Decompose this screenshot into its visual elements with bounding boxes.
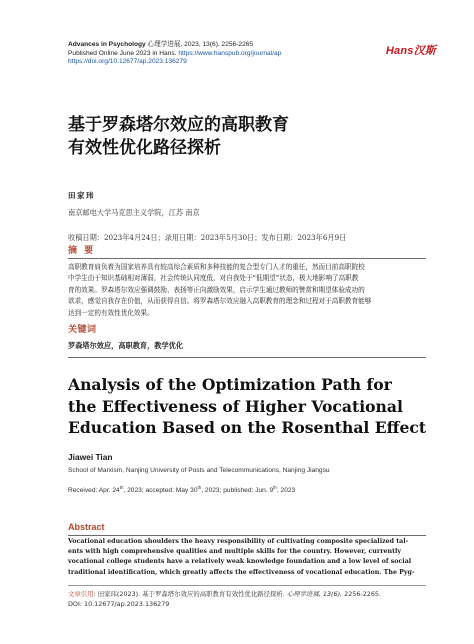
cite-text: 田家玮(2023). 基于罗森塔尔效应的高职教育有效性优化路径探析. [95, 590, 287, 598]
journal-line [68, 41, 281, 50]
ordinal-sup: th [197, 484, 202, 490]
cn-keywords: 罗森塔尔效应，高职教育，教学优化 [68, 341, 184, 350]
en-abstract-body [68, 537, 432, 578]
footer-rule [68, 585, 426, 586]
hans-logo: Hans汉斯 [385, 45, 436, 57]
cn-title-line1: 基于罗森塔尔效应的高职教育 [68, 115, 289, 135]
cn-abstract-line: 达到一定的有效性优化效果。 [68, 308, 154, 317]
cn-keywords-rule [68, 357, 426, 358]
cn-dates: 收稿日期：2023年4月24日；录用日期：2023年5月30日；发布日期：2023年6月9日 [68, 233, 347, 242]
doi-link[interactable]: https://doi.org/10.12677/ap.2023.136279 [68, 58, 187, 66]
cn-affiliation: 南京邮电大学马克思主义学院，江苏 南京 [68, 208, 200, 217]
journal-header [68, 41, 281, 67]
en-title-line: the Effectiveness of Higher Vocational [68, 396, 403, 416]
journal-url-link[interactable]: https://www.hanspub.org/journal/ap [178, 49, 282, 57]
received-date: Received: Apr. 24 [68, 487, 120, 494]
published-line [68, 50, 281, 59]
en-abstract-line: Vocational education shoulders the heavy responsibility of cultivating composite specialized tal- [68, 538, 409, 545]
en-abstract-heading: Abstract [68, 522, 105, 532]
cn-abstract-rule [68, 258, 426, 259]
en-abstract-line: vocational college students have a relatively weak knowledge foundation and a low level of social [68, 558, 412, 566]
en-author: Jiawei Tian [68, 452, 113, 462]
footer-doi-link[interactable]: DOI: 10.12677/ap.2023.136279 [68, 600, 170, 608]
cn-abstract-line: 中学生由于知识基础相对薄弱，社会传统认同度低，对自我处于“低期望”状态，极大地影响了高职教 [68, 274, 359, 283]
cn-title-line2: 有效性优化路径探析 [68, 138, 221, 158]
journal-citation: 心理学进展, 2023, 13(6), 2256-2265 [147, 41, 254, 48]
accepted-date: , 2023; accepted: May 30 [123, 487, 198, 494]
cite-pages: 2256-2265. [342, 590, 382, 598]
cn-abstract-line: 高职教育肩负着为国家培养具有较高综合素质和多种技能的复合型专门人才的重任，然而目前高职院校 [68, 263, 365, 271]
en-title [68, 374, 448, 439]
cn-abstract-line: 欲求，感觉自我存在价值，从而获得自信。将罗森塔尔效应融入高职教育的理念和过程对于高职教育能够 [68, 297, 372, 306]
en-affiliation: School of Marxism, Nanjing University of Posts and Telecommunications, Nanjing Jiangsu [68, 467, 330, 474]
footer-citation [68, 589, 381, 598]
cn-abstract-heading: 摘 要 [68, 246, 96, 256]
en-abstract-line: ents with high comprehensive qualities and multiple skills for the country. However, currently [68, 548, 402, 556]
published-online: Published Online June 2023 in Hans. [68, 49, 177, 57]
cn-abstract-line: 育的效果。罗森塔尔效应强调鼓励、表扬等正向激励效果，启示学生通过教师的赞赏和期望体验成功的 [68, 285, 365, 294]
cn-keywords-heading: 关键词 [68, 325, 97, 335]
en-title-line: Education Based on the Rosenthal Effect [68, 418, 427, 437]
published-date: , 2023; published: Jun. 9 [201, 487, 274, 494]
cn-abstract-body [68, 262, 428, 319]
en-dates [68, 484, 296, 494]
dates-year: , 2023 [276, 487, 296, 494]
ordinal-sup: th [119, 484, 124, 490]
en-abstract-line: traditional identification, which greatly affects the effectiveness of vocational education. The Pyg- [68, 568, 415, 576]
en-abstract-rule [68, 535, 426, 536]
cite-journal: 心理学进展, 13(6), [286, 590, 343, 598]
cn-author: 田家玮 [68, 191, 95, 200]
journal-name: Advances in Psychology [68, 41, 146, 48]
cite-label: 文章引用: [68, 590, 96, 598]
ordinal-sup: th [273, 484, 277, 490]
en-title-line: Analysis of the Optimization Path for [68, 375, 392, 394]
